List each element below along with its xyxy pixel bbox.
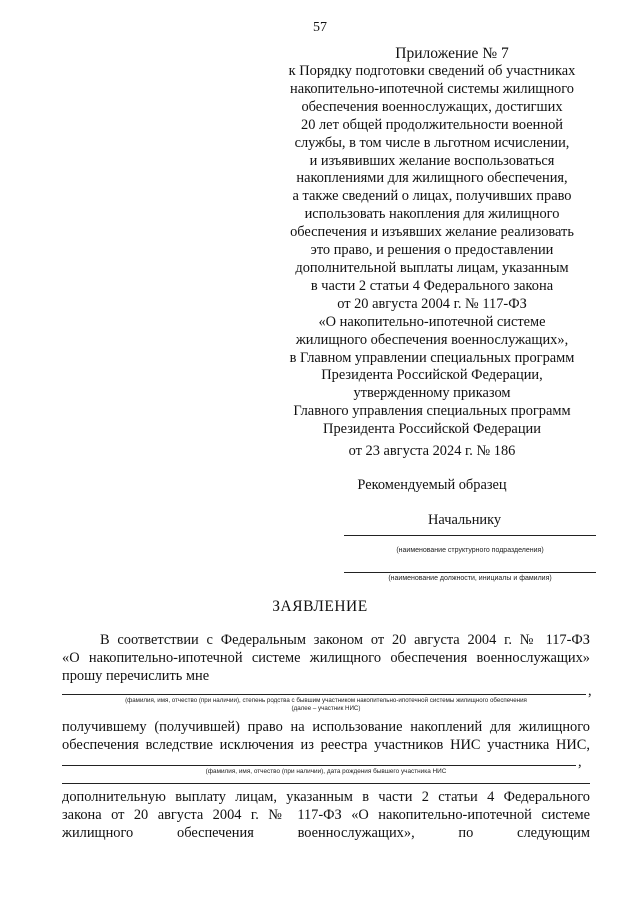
applicant-name-field[interactable] (62, 694, 586, 695)
appendix-line: от 20 августа 2004 г. № 117-ФЗ (337, 295, 527, 312)
appendix-line: «О накопительно-ипотечной системе (318, 313, 546, 330)
addressee-title: Начальнику (428, 512, 502, 528)
appendix-line: использовать накопления для жилищного (304, 206, 560, 223)
body-line: получившему (получившей) право на использование накоплений для жилищного (62, 719, 590, 735)
field-comma: , (578, 754, 582, 770)
body-line: закона от 20 августа 2004 г. № 117-ФЗ «О накопительно-ипотечной системе (62, 807, 590, 823)
former-participant-caption: (фамилия, имя, отчество (при наличии), дата рождения бывшего участника НИС (205, 768, 447, 775)
appendix-line: Президента Российской Федерации, (321, 367, 543, 384)
body-line: дополнительную выплату лицам, указанным в части 2 статьи 4 Федерального (62, 789, 590, 805)
appendix-line: 20 лет общей продолжительности военной (301, 116, 563, 133)
body-line: В соответствии с Федеральным законом от 20 августа 2004 г. № 117-ФЗ (100, 632, 590, 648)
appendix-title: Приложение № 7 (395, 45, 509, 62)
appendix-line: обеспечения военнослужащих, достигших (301, 98, 563, 115)
appendix-line: и изъявивших желание воспользоваться (309, 152, 555, 169)
appendix-line: а также сведений о лицах, получивших право (292, 188, 572, 205)
appendix-line: накопительно-ипотечной системы жилищного (290, 80, 574, 97)
statement-heading: ЗАЯВЛЕНИЕ (272, 598, 368, 615)
body-line: прошу перечислить мне (62, 668, 210, 684)
appendix-line: к Порядку подготовки сведений об участниках (288, 63, 576, 79)
appendix-line: накоплениями для жилищного обеспечения, (296, 170, 568, 187)
applicant-name-caption: (далее – участник НИС) (291, 705, 361, 712)
applicant-name-caption: (фамилия, имя, отчество (при наличии), степень родства с бывшим участником накопительно-ипотечной системы жилищного обеспечения (125, 697, 527, 704)
approval-date: от 23 августа 2024 г. № 186 (348, 443, 516, 459)
addressee-person-caption: (наименование должности, инициалы и фамилия) (388, 575, 552, 582)
field-comma: , (588, 683, 592, 699)
appendix-line: Главного управления специальных программ (293, 403, 571, 420)
appendix-line: обеспечения и изъявших желание реализовать (290, 224, 574, 241)
appendix-line: жилищного обеспечения военнослужащих», (295, 331, 569, 348)
body-line: «О накопительно-ипотечной системе жилищного обеспечения военнослужащих» (62, 650, 590, 666)
addressee-person-field[interactable] (344, 572, 596, 573)
page-number: 57 (313, 20, 327, 35)
appendix-line: службы, в том числе в льготном исчислении, (294, 134, 570, 151)
appendix-line: Президента Российской Федерации (323, 421, 541, 438)
unit-name-caption: (наименование структурного подразделения) (396, 547, 544, 554)
body-line: обеспечения вследствие исключения из реестра участников НИС участника НИС, (62, 737, 590, 753)
appendix-line: дополнительной выплаты лицам, указанным (295, 259, 569, 276)
sample-label: Рекомендуемый образец (357, 477, 507, 493)
former-participant-field-continued[interactable] (62, 783, 590, 784)
appendix-block (262, 44, 602, 439)
appendix-line: в части 2 статьи 4 Федерального закона (310, 277, 554, 294)
appendix-line: утвержденному приказом (353, 385, 511, 402)
unit-name-field[interactable] (344, 535, 596, 536)
former-participant-field[interactable] (62, 765, 576, 766)
appendix-line: это право, и решения о предоставлении (310, 242, 554, 259)
appendix-line: в Главном управлении специальных программ (289, 349, 575, 366)
body-line: жилищного обеспечения военнослужащих», по следующим (62, 825, 590, 841)
